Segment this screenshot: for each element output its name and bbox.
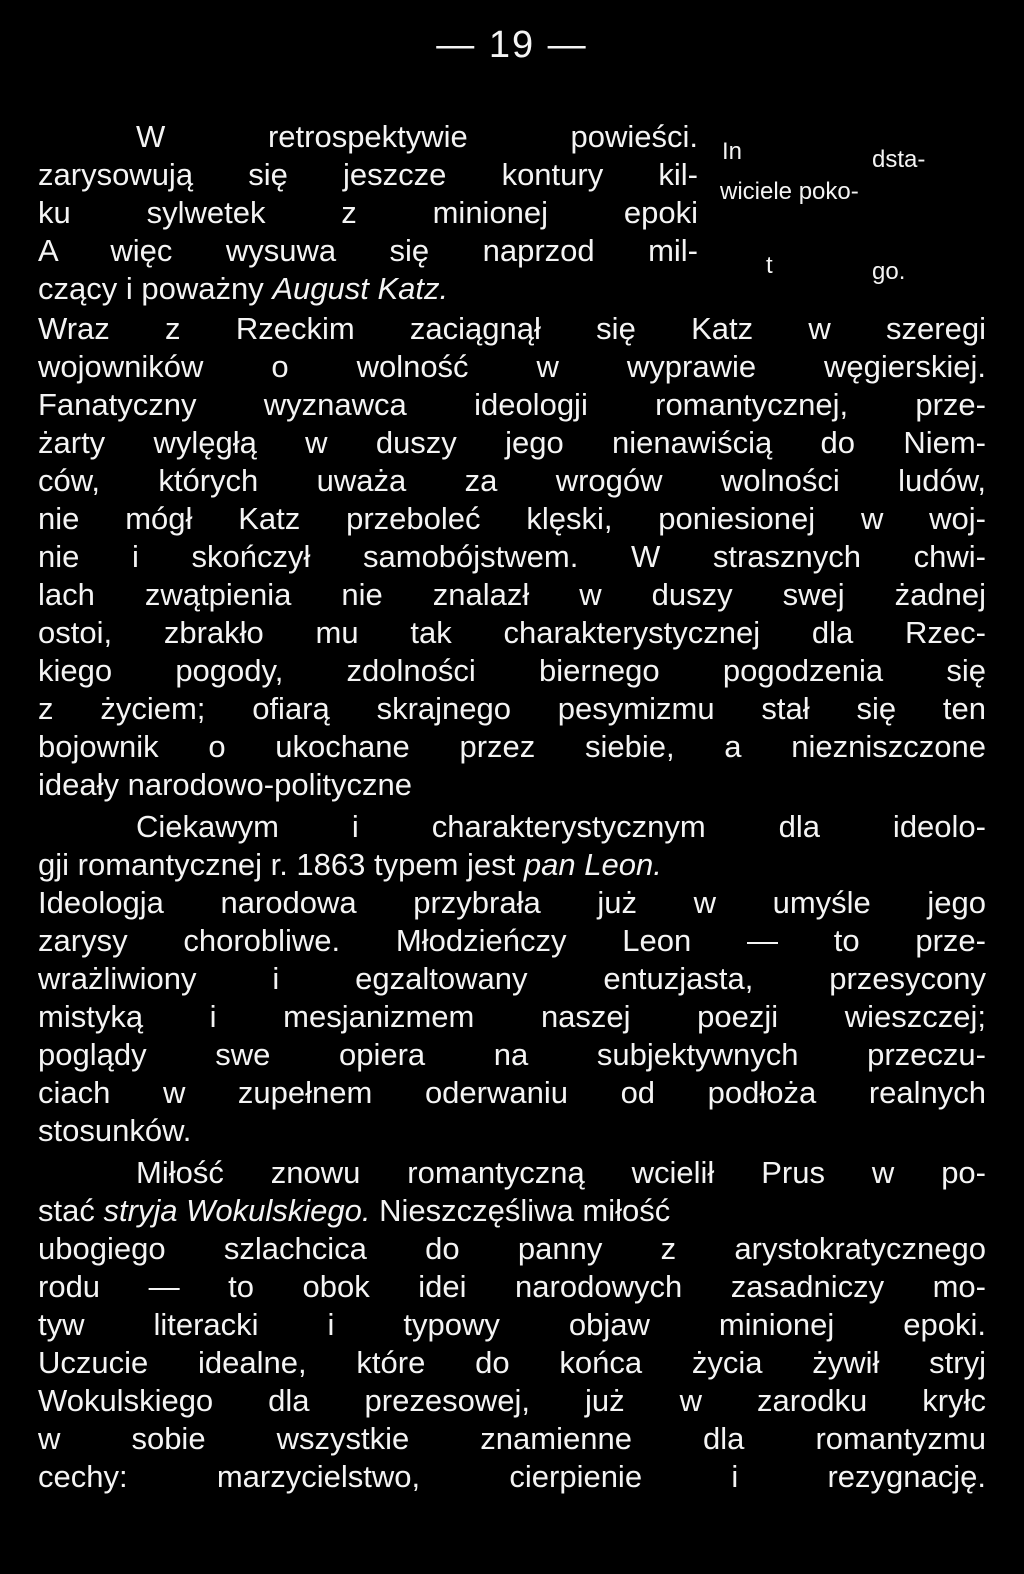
text-line: Ideologja narodowa przybrała już w umyśle jego bbox=[38, 885, 986, 920]
text-line: nie i skończył samobójstwem. W strasznych chwi- bbox=[38, 539, 986, 574]
italic-name: August Katz. bbox=[272, 271, 449, 306]
text-line: Miłość znowu romantyczną wcielił Prus w po- bbox=[136, 1155, 986, 1190]
text-line: ciach w zupełnem oderwaniu od podłoża realnych bbox=[38, 1075, 986, 1110]
text-line: poglądy swe opiera na subjektywnych przeczu- bbox=[38, 1037, 986, 1072]
text-line: ubogiego szlachcica do panny z arystokratycznego bbox=[38, 1231, 986, 1266]
text-line: stosunków. bbox=[38, 1113, 192, 1148]
text-line: Wraz z Rzeckim zaciągnął się Katz w szeregi bbox=[38, 311, 986, 346]
text-line: ostoi, zbrakło mu tak charakterystycznej dla Rzec- bbox=[38, 615, 986, 650]
text-line: wojowników o wolność w wyprawie węgierskiej. bbox=[38, 349, 986, 384]
text-line: Fanatyczny wyznawca ideologji romantycznej, prze- bbox=[38, 387, 986, 422]
text-line: ców, których uważa za wrogów wolności ludów, bbox=[38, 463, 986, 498]
text-line: zarysy chorobliwe. Młodzieńczy Leon — to prze- bbox=[38, 923, 986, 958]
text-line: ideały narodowo-polityczne bbox=[38, 767, 412, 802]
text-line: A więc wysuwa się naprzod mil- bbox=[38, 233, 698, 268]
text-line: żarty wylęgłą w duszy jego nienawiścią do Niem- bbox=[38, 425, 986, 460]
text-line: nie mógł Katz przeboleć klęski, poniesionej w woj- bbox=[38, 501, 986, 536]
text-line: Ciekawym i charakterystycznym dla ideolo- bbox=[136, 809, 986, 844]
text-line: Uczucie idealne, które do końca życia żywił stryj bbox=[38, 1345, 986, 1380]
text-line: zarysowują się jeszcze kontury kil- bbox=[38, 157, 698, 192]
text-line: ku sylwetek z minionej epoki bbox=[38, 195, 698, 230]
text-line: Wokulskiego dla prezesowej, już w zarodku kryłc bbox=[38, 1383, 986, 1418]
text-line: stać stryja Wokulskiego. Nieszczęśliwa miłość bbox=[38, 1193, 671, 1228]
text-line: w sobie wszystkie znamienne dla romantyzmu bbox=[38, 1421, 986, 1456]
text-line: gji romantycznej r. 1863 typem jest pan Leon. bbox=[38, 847, 662, 882]
side-fragment-text: go. bbox=[872, 258, 906, 285]
text-line: wrażliwiony i egzaltowany entuzjasta, przesycony bbox=[38, 961, 986, 996]
text-line: mistyką i mesjanizmem naszej poezji wieszczej; bbox=[38, 999, 986, 1034]
text-line: cechy: marzycielstwo, cierpienie i rezygnację. bbox=[38, 1459, 986, 1494]
side-fragment-text: t bbox=[766, 252, 773, 279]
text-line: rodu — to obok idei narodowych zasadniczy mo- bbox=[38, 1269, 986, 1304]
side-fragment-text: wiciele poko- bbox=[720, 178, 859, 205]
text-line: lach zwątpienia nie znalazł w duszy swej żadnej bbox=[38, 577, 986, 612]
text-line: kiego pogody, zdolności biernego pogodzenia się bbox=[38, 653, 986, 688]
side-fragment-text: In bbox=[722, 138, 743, 165]
text-line: tyw literacki i typowy objaw minionej epoki. bbox=[38, 1307, 986, 1342]
text-line: czący i poważny August Katz. bbox=[38, 271, 449, 306]
side-fragment-text: dsta- bbox=[872, 146, 926, 173]
text-line: W retrospektywie powieści. bbox=[136, 119, 698, 154]
text-line: bojownik o ukochane przez siebie, a niezniszczone bbox=[38, 729, 986, 764]
italic-name: stryja Wokulskiego. bbox=[103, 1193, 371, 1228]
italic-name: pan Leon. bbox=[523, 847, 662, 882]
text-line: z życiem; ofiarą skrajnego pesymizmu stał się ten bbox=[38, 691, 986, 726]
page-number: — 19 — bbox=[436, 24, 588, 66]
